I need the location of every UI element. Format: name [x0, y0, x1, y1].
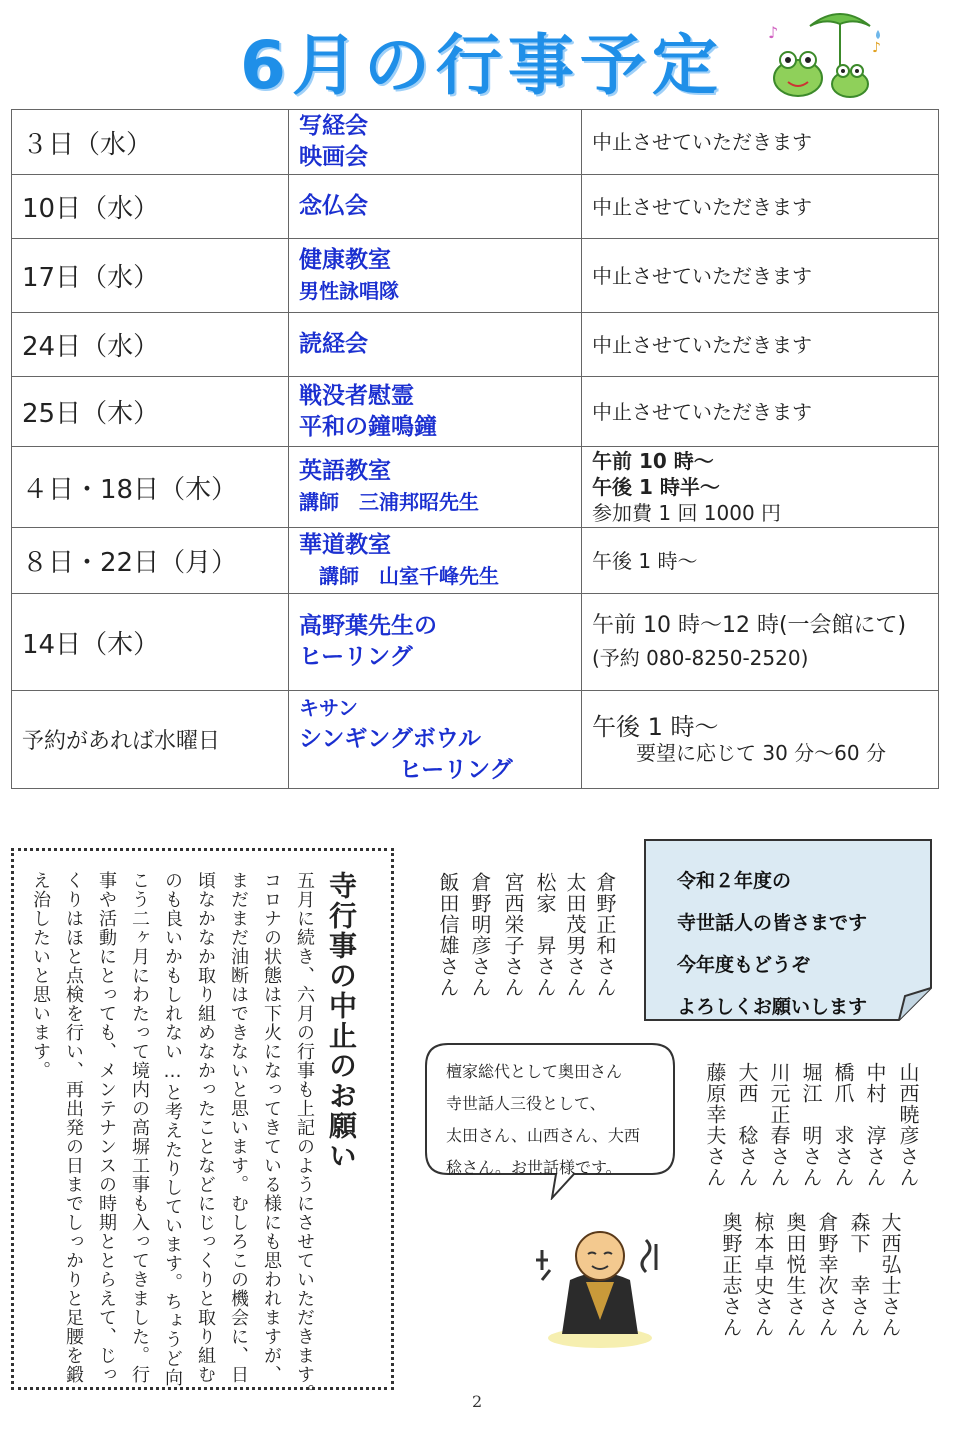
note-line: 午後 1 時～ — [592, 712, 719, 741]
note-cell: 中止させていただきます — [582, 110, 939, 175]
table-row — [12, 175, 939, 239]
event-cell — [289, 377, 582, 447]
page-number: 2 — [472, 1392, 483, 1411]
person-name: 山西暁彦さん — [896, 1062, 920, 1188]
event-cell — [289, 594, 582, 691]
person-name: 宮西栄子さん — [501, 872, 525, 998]
schedule-table — [11, 109, 939, 789]
speech-text — [446, 1056, 640, 1184]
thanks-line: 寺世話人の皆さまです — [677, 912, 868, 934]
note-cell: 中止させていただきます — [582, 313, 939, 377]
person-name: 森下 幸さん — [847, 1212, 871, 1338]
date-cell: 24日（水） — [12, 313, 289, 377]
event-name: 戦没者慰霊 — [299, 382, 414, 409]
notice-line: のも良いかもしれない…と考えたりしています。ちょうど向 — [162, 871, 183, 1387]
thanks-text — [677, 860, 867, 1028]
person-name: 中村 淳さん — [863, 1062, 887, 1188]
note-cell — [582, 594, 939, 691]
svg-text:♪: ♪ — [768, 23, 779, 42]
notice-title: 寺行事の中止のお願い — [325, 871, 358, 1171]
table-row — [12, 377, 939, 447]
event-name: 映画会 — [299, 144, 368, 170]
notice-line: こう二ヶ月にわたって境内の高塀工事も入ってきました。行 — [129, 871, 150, 1384]
person-name: 堀江 明さん — [799, 1062, 823, 1188]
note-line: 午後 1 時半～ — [592, 475, 720, 499]
date-cell: 14日（木） — [12, 594, 289, 691]
event-name: ヒーリング — [299, 644, 413, 670]
note-line: 要望に応じて 30 分～60 分 — [636, 740, 886, 765]
note-line: 参加費 1 回 1000 円 — [592, 501, 782, 525]
table-row — [12, 528, 939, 594]
person-name: 奥野正志さん — [719, 1212, 743, 1338]
note-line: (予約 080-8250-2520) — [592, 646, 809, 670]
person-name: 橋爪 求さん — [831, 1062, 855, 1188]
table-row — [12, 313, 939, 377]
note-cell: 中止させていただきます — [582, 239, 939, 313]
event-instructor: 講師 山室千峰先生 — [319, 563, 499, 588]
notice-line: くりはほと点検を行い、再出発の日までしっかりと足腰を鍛 — [63, 871, 84, 1384]
event-name: 念仏会 — [299, 193, 368, 219]
event-name: 英語教室 — [299, 458, 391, 484]
event-instructor: 講師 三浦邦昭先生 — [299, 490, 479, 514]
table-row — [12, 239, 939, 313]
notice-line: 事や活動にとっても、メンテナンスの時期ととらえて、じっ — [96, 871, 117, 1384]
event-name: キサン — [299, 696, 358, 720]
table-row — [12, 691, 939, 789]
thanks-line: 令和２年度の — [677, 870, 792, 892]
event-name: 男性詠唱隊 — [299, 278, 399, 303]
date-cell: 25日（木） — [12, 377, 289, 447]
notice-line: 五月に続き、六月の行事も上記のようにさせていただきます。 — [294, 871, 315, 1403]
person-name: 倉野幸次さん — [815, 1212, 839, 1338]
date-cell: ４日・18日（木） — [12, 447, 289, 528]
event-cell — [289, 528, 582, 594]
note-cell — [582, 447, 939, 528]
person-name: 大西弘士さん — [878, 1212, 902, 1338]
date-cell: 10日（水） — [12, 175, 289, 239]
person-name: 倉野明彦さん — [468, 872, 492, 998]
frog-umbrella-icon — [760, 8, 890, 100]
event-cell — [289, 691, 582, 789]
event-name: 健康教室 — [299, 246, 391, 273]
event-cell — [289, 447, 582, 528]
notice-line: え治したいと思います。 — [30, 871, 51, 1080]
date-cell: 17日（水） — [12, 239, 289, 313]
monk-illustration-icon — [530, 1210, 670, 1350]
event-name: ヒーリング — [399, 757, 513, 783]
event-cell — [289, 110, 582, 175]
person-name: 川元正春さん — [767, 1062, 791, 1188]
table-row — [12, 447, 939, 528]
person-name: 倉野正和さん — [593, 872, 617, 998]
speech-line: 寺世話人三役として、 — [446, 1094, 606, 1113]
date-cell: ８日・22日（月） — [12, 528, 289, 594]
note-cell — [582, 691, 939, 789]
person-name: 松家 昇さん — [533, 872, 557, 998]
event-cell — [289, 313, 582, 377]
person-name: 太田茂男さん — [563, 872, 587, 998]
notice-line: 頃なかなか取り組めなかったことなどにじっくりと取り組む — [195, 871, 216, 1384]
notice-line: コロナの状態は下火になってきている様にも思われますが、 — [261, 871, 282, 1384]
speech-line: 檀家総代として奥田さん — [446, 1062, 623, 1081]
person-name: 飯田信雄さん — [436, 872, 460, 998]
person-name: 大西 稔さん — [735, 1062, 759, 1188]
person-name: 奥田悦生さん — [783, 1212, 807, 1338]
cancellation-notice-box — [11, 848, 394, 1403]
event-name: シンギングボウル — [299, 726, 482, 752]
event-cell — [289, 239, 582, 313]
date-cell: 予約があれば水曜日 — [12, 691, 289, 789]
note-cell: 中止させていただきます — [582, 175, 939, 239]
event-name: 高野葉先生の — [299, 613, 437, 639]
page-title: 6月の行事予定 — [240, 27, 724, 104]
event-cell — [289, 175, 582, 239]
event-name: 平和の鐘鳴鐘 — [299, 413, 437, 440]
speech-line: 太田さん、山西さん、大西 — [446, 1126, 640, 1145]
notice-line: まだまだ油断はできないと思います。むしろこの機会に、日 — [228, 871, 249, 1384]
speech-bubble — [424, 1042, 676, 1200]
note-cell: 午後 1 時～ — [582, 528, 939, 594]
table-row — [12, 110, 939, 175]
person-name: 椋本卓史さん — [751, 1212, 775, 1338]
thanks-line: よろしくお願いします — [677, 996, 868, 1018]
thanks-line: 今年度もどうぞ — [677, 954, 811, 976]
note-line: 午前 10 時～ — [592, 449, 714, 473]
event-name: 写経会 — [299, 113, 368, 139]
person-name: 藤原幸夫さん — [703, 1062, 727, 1188]
event-name: 華道教室 — [299, 531, 391, 558]
svg-text:♪: ♪ — [872, 40, 881, 56]
speech-line: 稔さん。お世話様です。 — [446, 1158, 622, 1177]
note-cell: 中止させていただきます — [582, 377, 939, 447]
thanks-note-box — [643, 838, 933, 1022]
table-row — [12, 594, 939, 691]
event-name: 読経会 — [299, 331, 368, 357]
date-cell: ３日（水） — [12, 110, 289, 175]
note-line: 午前 10 時～12 時(一会館にて) — [592, 613, 907, 638]
